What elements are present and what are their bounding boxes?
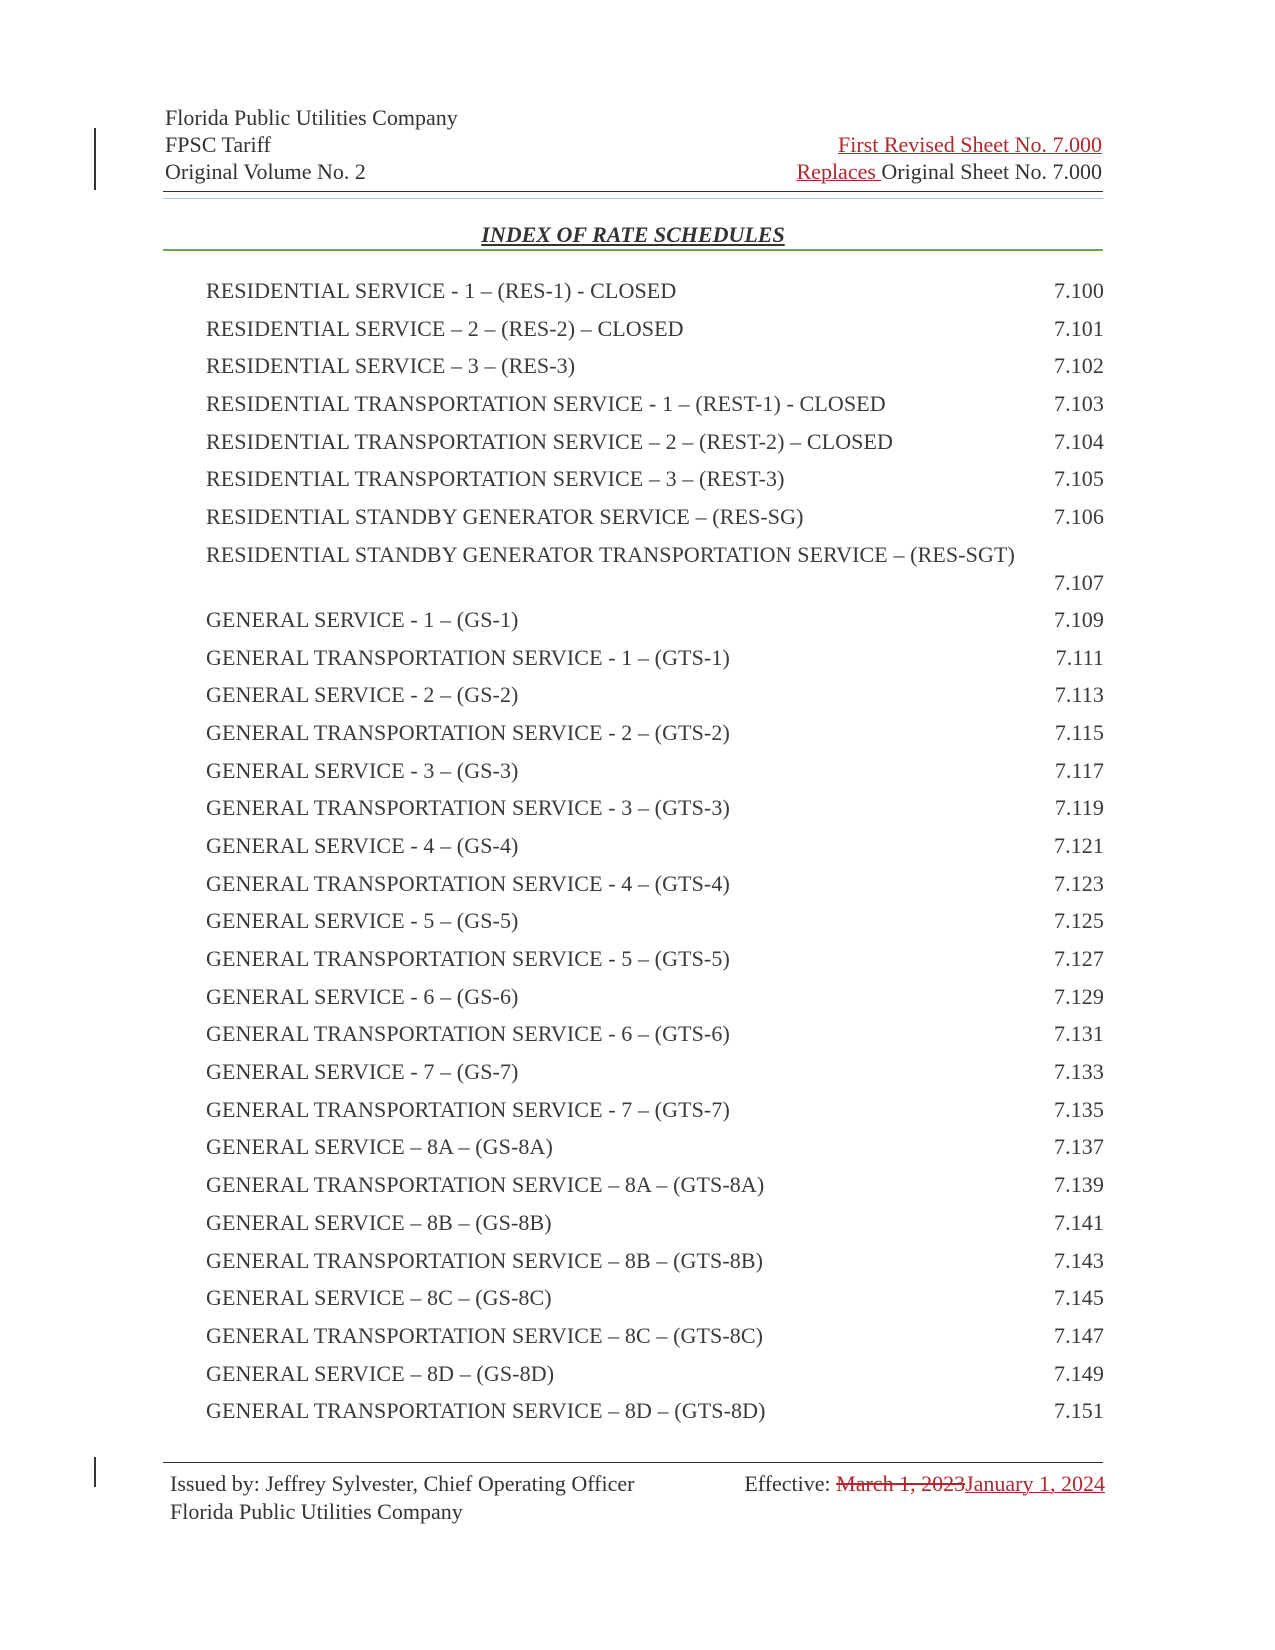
index-entry: [206, 429, 1104, 467]
sheet-number: 7.121: [1054, 832, 1104, 858]
volume-label: Original Volume No. 2: [165, 159, 366, 184]
tariff-name: FPSC Tariff: [165, 132, 271, 157]
schedule-name: GENERAL TRANSPORTATION SERVICE - 7 – (GTS-7): [206, 1096, 730, 1122]
schedule-name: RESIDENTIAL SERVICE – 3 – (RES-3): [206, 353, 576, 379]
index-entry: [206, 984, 1104, 1022]
sheet-number: 7.113: [1054, 682, 1104, 708]
index-entry: [206, 1323, 1104, 1361]
index-entry: [206, 682, 1104, 720]
index-entry: [206, 758, 1104, 796]
sheet-number: 7.102: [1054, 353, 1104, 379]
sheet-number: 7.133: [1054, 1059, 1104, 1085]
sheet-number: 7.151: [1054, 1398, 1104, 1424]
footer-divider: [163, 1462, 1103, 1463]
index-entry: [206, 1134, 1104, 1172]
sheet-number: 7.117: [1054, 757, 1104, 783]
sheet-number: 7.100: [1054, 278, 1104, 303]
sheet-number: 7.147: [1054, 1322, 1104, 1348]
schedule-name: GENERAL TRANSPORTATION SERVICE - 2 – (GTS-2): [206, 719, 730, 745]
rate-schedule-index: [206, 278, 1104, 1436]
effective-label: Effective:: [744, 1471, 837, 1496]
sheet-number: 7.141: [1054, 1209, 1104, 1235]
index-entry: [206, 1097, 1104, 1135]
index-entry: [206, 353, 1104, 391]
index-entry: [206, 720, 1104, 758]
index-entry: [206, 795, 1104, 833]
schedule-name: GENERAL TRANSPORTATION SERVICE - 4 – (GTS-4): [206, 870, 730, 896]
sheet-number: 7.107: [1054, 569, 1104, 595]
index-entry: [206, 645, 1104, 683]
index-entry: [206, 1248, 1104, 1286]
sheet-number: 7.101: [1054, 315, 1104, 341]
header-left: [165, 104, 458, 185]
footer-company: Florida Public Utilities Company: [170, 1499, 463, 1524]
schedule-name: GENERAL TRANSPORTATION SERVICE – 8B – (GTS-8B): [206, 1247, 764, 1273]
sheet-number: 7.137: [1054, 1134, 1104, 1160]
schedule-name: RESIDENTIAL STANDBY GENERATOR SERVICE – (RES-SG): [206, 504, 804, 530]
schedule-name: GENERAL SERVICE – 8C – (GS-8C): [206, 1285, 552, 1311]
index-entry: [206, 1285, 1104, 1323]
index-entry: [206, 1210, 1104, 1248]
sheet-number: 7.145: [1054, 1285, 1104, 1311]
schedule-name: RESIDENTIAL STANDBY GENERATOR TRANSPORTATION SERVICE – (RES-SGT): [206, 541, 1015, 567]
schedule-name: GENERAL SERVICE – 8A – (GS-8A): [206, 1134, 553, 1160]
sheet-number: 7.111: [1055, 644, 1104, 670]
sheet-number: 7.125: [1054, 908, 1104, 934]
index-entry: [206, 1172, 1104, 1210]
index-entry: [206, 466, 1104, 504]
schedule-name: GENERAL SERVICE - 2 – (GS-2): [206, 682, 519, 708]
index-entry: [206, 504, 1104, 542]
revision-change-bar-bottom: [94, 1457, 96, 1487]
sheet-number: 7.115: [1054, 719, 1104, 745]
schedule-name: GENERAL TRANSPORTATION SERVICE - 5 – (GTS-5): [206, 946, 730, 971]
sheet-number-revised: First Revised Sheet No. 7.000: [838, 132, 1102, 157]
schedule-name: GENERAL TRANSPORTATION SERVICE - 3 – (GTS-3): [206, 795, 730, 821]
sheet-number: 7.143: [1054, 1247, 1104, 1273]
sheet-number: 7.135: [1054, 1096, 1104, 1122]
schedule-name: GENERAL TRANSPORTATION SERVICE – 8A – (GTS-8A): [206, 1172, 765, 1198]
sheet-number: 7.123: [1054, 870, 1104, 896]
schedule-name: RESIDENTIAL SERVICE - 1 – (RES-1) - CLOSED: [206, 278, 677, 303]
title-divider: [163, 249, 1103, 251]
sheet-number: 7.104: [1054, 428, 1104, 454]
company-name: Florida Public Utilities Company: [165, 105, 458, 130]
schedule-name: GENERAL SERVICE - 3 – (GS-3): [206, 757, 519, 783]
footer: [170, 1470, 1105, 1526]
index-entry: [206, 1059, 1104, 1097]
index-entry: [206, 1021, 1104, 1059]
header-divider: [163, 191, 1103, 192]
header-divider-secondary: [163, 198, 1103, 199]
sheet-number: 7.103: [1054, 391, 1104, 417]
schedule-name: RESIDENTIAL TRANSPORTATION SERVICE - 1 – (REST-1) - CLOSED: [206, 391, 886, 417]
schedule-name: GENERAL TRANSPORTATION SERVICE - 6 – (GTS-6): [206, 1021, 730, 1047]
sheet-number: 7.149: [1054, 1360, 1104, 1386]
schedule-name: GENERAL TRANSPORTATION SERVICE - 1 – (GTS-1): [206, 644, 730, 670]
index-entry: [206, 391, 1104, 429]
index-title: INDEX OF RATE SCHEDULES: [481, 222, 785, 247]
schedule-name: RESIDENTIAL TRANSPORTATION SERVICE – 3 – (REST-3): [206, 466, 785, 492]
replaces-sheet: Original Sheet No. 7.000: [881, 159, 1102, 184]
header-right: [797, 131, 1103, 185]
sheet-number: 7.131: [1054, 1021, 1104, 1047]
schedule-name: GENERAL SERVICE – 8B – (GS-8B): [206, 1209, 552, 1235]
issued-by: Issued by: Jeffrey Sylvester, Chief Operating Officer: [170, 1471, 635, 1496]
index-entry: [206, 542, 1104, 596]
schedule-name: GENERAL SERVICE – 8D – (GS-8D): [206, 1360, 555, 1386]
schedule-name: GENERAL TRANSPORTATION SERVICE – 8D – (GTS-8D): [206, 1398, 766, 1424]
effective-date-new: January 1, 2024: [965, 1471, 1105, 1496]
index-entry: [206, 278, 1104, 316]
schedule-name: GENERAL SERVICE - 7 – (GS-7): [206, 1059, 519, 1085]
sheet-number: 7.105: [1054, 466, 1104, 492]
sheet-number: 7.127: [1054, 946, 1104, 971]
index-entry: [206, 946, 1104, 984]
sheet-number: 7.119: [1054, 795, 1104, 821]
index-entry: [206, 908, 1104, 946]
revision-change-bar-top: [94, 128, 96, 190]
schedule-name: GENERAL SERVICE - 1 – (GS-1): [206, 606, 519, 632]
sheet-number: 7.106: [1054, 504, 1104, 530]
index-entry: [206, 1361, 1104, 1399]
schedule-name: RESIDENTIAL TRANSPORTATION SERVICE – 2 – (REST-2) – CLOSED: [206, 428, 894, 454]
effective-date-old: March 1, 2023: [836, 1471, 966, 1496]
schedule-name: GENERAL SERVICE - 4 – (GS-4): [206, 832, 519, 858]
schedule-name: RESIDENTIAL SERVICE – 2 – (RES-2) – CLOSED: [206, 315, 684, 341]
sheet-number: 7.109: [1054, 606, 1104, 632]
index-entry: [206, 1398, 1104, 1436]
sheet-number: 7.129: [1054, 983, 1104, 1009]
sheet-replaces-line: [797, 158, 1103, 185]
footer-issued-line: [170, 1470, 1105, 1498]
sheet-number: 7.139: [1054, 1172, 1104, 1198]
index-entry: [206, 316, 1104, 354]
index-entry: [206, 833, 1104, 871]
replaces-word: Replaces: [796, 159, 882, 184]
effective-date: [744, 1470, 1105, 1498]
schedule-name: GENERAL SERVICE - 6 – (GS-6): [206, 983, 519, 1009]
schedule-name: GENERAL TRANSPORTATION SERVICE – 8C – (GTS-8C): [206, 1322, 764, 1348]
index-entry: [206, 607, 1104, 645]
index-entry: [206, 871, 1104, 909]
schedule-name: GENERAL SERVICE - 5 – (GS-5): [206, 908, 519, 934]
